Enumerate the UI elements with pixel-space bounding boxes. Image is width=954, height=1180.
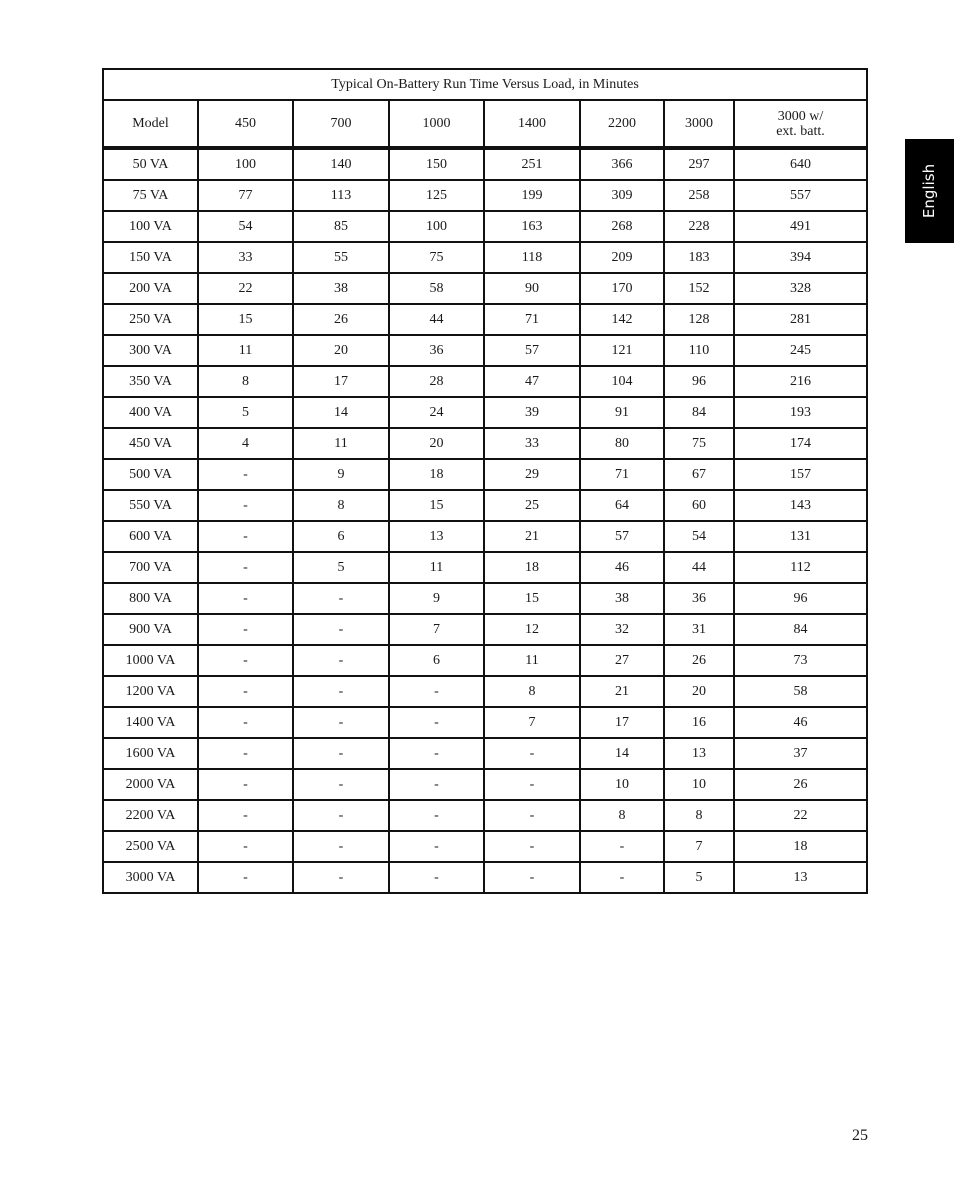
runtime-cell: 5 — [293, 552, 389, 583]
runtime-cell: 8 — [198, 366, 293, 397]
runtime-cell: - — [389, 738, 484, 769]
runtime-cell: - — [580, 862, 664, 893]
runtime-cell: 14 — [580, 738, 664, 769]
runtime-cell: 9 — [389, 583, 484, 614]
runtime-cell: 16 — [664, 707, 734, 738]
runtime-cell: 44 — [664, 552, 734, 583]
table-row — [103, 180, 867, 211]
runtime-cell: - — [293, 614, 389, 645]
runtime-cell: 21 — [484, 521, 580, 552]
runtime-cell: 90 — [484, 273, 580, 304]
table-header-row — [103, 100, 867, 148]
runtime-cell: 5 — [198, 397, 293, 428]
runtime-cell: 10 — [664, 769, 734, 800]
runtime-cell: 13 — [734, 862, 867, 893]
runtime-cell: 394 — [734, 242, 867, 273]
runtime-cell: 183 — [664, 242, 734, 273]
runtime-cell: 245 — [734, 335, 867, 366]
runtime-cell: 57 — [484, 335, 580, 366]
runtime-cell: 36 — [389, 335, 484, 366]
runtime-cell: 14 — [293, 397, 389, 428]
column-header: 1400 — [484, 100, 580, 148]
runtime-cell: 7 — [484, 707, 580, 738]
runtime-cell: 32 — [580, 614, 664, 645]
runtime-cell: 110 — [664, 335, 734, 366]
runtime-cell: 57 — [580, 521, 664, 552]
runtime-cell: 150 — [389, 148, 484, 180]
model-cell: 400 VA — [103, 397, 198, 428]
runtime-cell: 4 — [198, 428, 293, 459]
runtime-cell: 268 — [580, 211, 664, 242]
table-row — [103, 800, 867, 831]
runtime-cell: 7 — [664, 831, 734, 862]
runtime-cell: - — [484, 862, 580, 893]
runtime-cell: 251 — [484, 148, 580, 180]
runtime-cell: 209 — [580, 242, 664, 273]
runtime-cell: - — [293, 676, 389, 707]
runtime-cell: - — [484, 831, 580, 862]
runtime-cell: 328 — [734, 273, 867, 304]
model-cell: 2500 VA — [103, 831, 198, 862]
runtime-cell: 27 — [580, 645, 664, 676]
runtime-cell: 84 — [664, 397, 734, 428]
runtime-cell: - — [198, 800, 293, 831]
runtime-cell: 20 — [389, 428, 484, 459]
runtime-cell: 142 — [580, 304, 664, 335]
runtime-cell: 38 — [293, 273, 389, 304]
runtime-cell: 8 — [484, 676, 580, 707]
runtime-cell: - — [484, 738, 580, 769]
table-row — [103, 521, 867, 552]
table-title: Typical On-Battery Run Time Versus Load, in Minutes — [103, 69, 867, 100]
column-header: 700 — [293, 100, 389, 148]
runtime-cell: 75 — [389, 242, 484, 273]
runtime-cell: 91 — [580, 397, 664, 428]
runtime-cell: - — [198, 614, 293, 645]
model-cell: 2000 VA — [103, 769, 198, 800]
runtime-cell: 96 — [734, 583, 867, 614]
runtime-cell: 29 — [484, 459, 580, 490]
table-row — [103, 831, 867, 862]
runtime-cell: 44 — [389, 304, 484, 335]
model-cell: 2200 VA — [103, 800, 198, 831]
runtime-cell: 77 — [198, 180, 293, 211]
model-cell: 1000 VA — [103, 645, 198, 676]
runtime-cell: 193 — [734, 397, 867, 428]
runtime-cell: 6 — [389, 645, 484, 676]
runtime-cell: 15 — [198, 304, 293, 335]
runtime-cell: 58 — [734, 676, 867, 707]
runtime-cell: 5 — [664, 862, 734, 893]
runtime-cell: 8 — [293, 490, 389, 521]
table-row — [103, 366, 867, 397]
runtime-cell: - — [293, 645, 389, 676]
runtime-cell: - — [389, 676, 484, 707]
runtime-cell: - — [293, 707, 389, 738]
runtime-cell: - — [580, 831, 664, 862]
runtime-cell: 24 — [389, 397, 484, 428]
runtime-cell: 73 — [734, 645, 867, 676]
model-cell: 550 VA — [103, 490, 198, 521]
runtime-cell: - — [198, 707, 293, 738]
runtime-cell: 26 — [293, 304, 389, 335]
runtime-cell: 9 — [293, 459, 389, 490]
table-row — [103, 552, 867, 583]
column-header: 1000 — [389, 100, 484, 148]
runtime-cell: 366 — [580, 148, 664, 180]
runtime-cell: 39 — [484, 397, 580, 428]
runtime-cell: 491 — [734, 211, 867, 242]
runtime-cell: 640 — [734, 148, 867, 180]
runtime-cell: 60 — [664, 490, 734, 521]
runtime-cell: - — [293, 800, 389, 831]
runtime-cell: 26 — [734, 769, 867, 800]
runtime-cell: 152 — [664, 273, 734, 304]
table-row — [103, 676, 867, 707]
runtime-cell: 85 — [293, 211, 389, 242]
runtime-cell: 71 — [484, 304, 580, 335]
runtime-cell: 11 — [389, 552, 484, 583]
model-cell: 350 VA — [103, 366, 198, 397]
runtime-cell: 557 — [734, 180, 867, 211]
model-cell: 200 VA — [103, 273, 198, 304]
runtime-cell: - — [293, 583, 389, 614]
runtime-cell: 15 — [389, 490, 484, 521]
runtime-cell: 25 — [484, 490, 580, 521]
runtime-cell: - — [293, 738, 389, 769]
model-cell: 600 VA — [103, 521, 198, 552]
runtime-cell: 31 — [664, 614, 734, 645]
runtime-cell: 216 — [734, 366, 867, 397]
runtime-cell: 38 — [580, 583, 664, 614]
runtime-cell: 8 — [664, 800, 734, 831]
runtime-cell: 58 — [389, 273, 484, 304]
runtime-cell: 17 — [293, 366, 389, 397]
table-row — [103, 490, 867, 521]
runtime-cell: 28 — [389, 366, 484, 397]
model-cell: 50 VA — [103, 148, 198, 180]
runtime-cell: 6 — [293, 521, 389, 552]
runtime-cell: - — [389, 769, 484, 800]
runtime-cell: - — [484, 769, 580, 800]
runtime-cell: 47 — [484, 366, 580, 397]
runtime-cell: 121 — [580, 335, 664, 366]
model-cell: 300 VA — [103, 335, 198, 366]
runtime-cell: 26 — [664, 645, 734, 676]
runtime-cell: 112 — [734, 552, 867, 583]
runtime-cell: - — [198, 738, 293, 769]
model-cell: 450 VA — [103, 428, 198, 459]
runtime-cell: 297 — [664, 148, 734, 180]
model-cell: 3000 VA — [103, 862, 198, 893]
runtime-cell: 128 — [664, 304, 734, 335]
runtime-table — [102, 68, 868, 894]
model-cell: 1600 VA — [103, 738, 198, 769]
runtime-cell: 36 — [664, 583, 734, 614]
runtime-cell: 11 — [293, 428, 389, 459]
runtime-cell: 80 — [580, 428, 664, 459]
table-row — [103, 707, 867, 738]
runtime-cell: 170 — [580, 273, 664, 304]
runtime-cell: 143 — [734, 490, 867, 521]
runtime-cell: 54 — [664, 521, 734, 552]
runtime-cell: 18 — [734, 831, 867, 862]
language-tab-label: English — [920, 163, 939, 219]
runtime-cell: 125 — [389, 180, 484, 211]
table-row — [103, 645, 867, 676]
language-tab — [905, 139, 954, 243]
runtime-cell: 54 — [198, 211, 293, 242]
runtime-cell: 10 — [580, 769, 664, 800]
runtime-cell: 67 — [664, 459, 734, 490]
table-row — [103, 148, 867, 180]
table-row — [103, 738, 867, 769]
runtime-cell: 113 — [293, 180, 389, 211]
runtime-cell: 281 — [734, 304, 867, 335]
runtime-cell: 20 — [664, 676, 734, 707]
runtime-cell: 100 — [389, 211, 484, 242]
runtime-cell: - — [198, 769, 293, 800]
runtime-cell: 17 — [580, 707, 664, 738]
runtime-cell: - — [198, 862, 293, 893]
column-header: 2200 — [580, 100, 664, 148]
model-cell: 800 VA — [103, 583, 198, 614]
runtime-cell: 13 — [664, 738, 734, 769]
runtime-cell: 163 — [484, 211, 580, 242]
runtime-cell: 20 — [293, 335, 389, 366]
runtime-cell: 33 — [198, 242, 293, 273]
runtime-cell: 96 — [664, 366, 734, 397]
runtime-cell: 75 — [664, 428, 734, 459]
runtime-cell: 84 — [734, 614, 867, 645]
runtime-cell: 46 — [580, 552, 664, 583]
table-row — [103, 273, 867, 304]
model-cell: 75 VA — [103, 180, 198, 211]
runtime-cell: - — [198, 645, 293, 676]
runtime-cell: 22 — [734, 800, 867, 831]
runtime-cell: 228 — [664, 211, 734, 242]
column-header: Model — [103, 100, 198, 148]
column-header: 3000 — [664, 100, 734, 148]
runtime-cell: - — [293, 862, 389, 893]
runtime-cell: - — [198, 521, 293, 552]
runtime-cell: 140 — [293, 148, 389, 180]
runtime-cell: 13 — [389, 521, 484, 552]
runtime-cell: 7 — [389, 614, 484, 645]
runtime-cell: 18 — [389, 459, 484, 490]
table-row — [103, 397, 867, 428]
runtime-cell: 118 — [484, 242, 580, 273]
runtime-cell: - — [389, 800, 484, 831]
runtime-cell: - — [198, 676, 293, 707]
runtime-cell: 11 — [198, 335, 293, 366]
runtime-cell: - — [484, 800, 580, 831]
runtime-cell: 258 — [664, 180, 734, 211]
table-body — [103, 148, 867, 893]
runtime-cell: 12 — [484, 614, 580, 645]
runtime-cell: 22 — [198, 273, 293, 304]
table-row — [103, 862, 867, 893]
table-row — [103, 614, 867, 645]
column-header: 3000 w/ ext. batt. — [734, 100, 867, 148]
runtime-cell: 100 — [198, 148, 293, 180]
runtime-cell: 199 — [484, 180, 580, 211]
runtime-cell: 18 — [484, 552, 580, 583]
runtime-cell: - — [198, 583, 293, 614]
runtime-cell: 131 — [734, 521, 867, 552]
runtime-cell: - — [389, 707, 484, 738]
runtime-cell: 71 — [580, 459, 664, 490]
runtime-cell: 11 — [484, 645, 580, 676]
column-header: 450 — [198, 100, 293, 148]
table-row — [103, 335, 867, 366]
runtime-cell: - — [198, 490, 293, 521]
model-cell: 100 VA — [103, 211, 198, 242]
table-row — [103, 459, 867, 490]
model-cell: 1200 VA — [103, 676, 198, 707]
runtime-cell: 55 — [293, 242, 389, 273]
model-cell: 900 VA — [103, 614, 198, 645]
model-cell: 250 VA — [103, 304, 198, 335]
model-cell: 1400 VA — [103, 707, 198, 738]
model-cell: 150 VA — [103, 242, 198, 273]
runtime-cell: 46 — [734, 707, 867, 738]
runtime-cell: 15 — [484, 583, 580, 614]
runtime-cell: - — [198, 552, 293, 583]
runtime-cell: 37 — [734, 738, 867, 769]
runtime-cell: - — [389, 831, 484, 862]
runtime-cell: 64 — [580, 490, 664, 521]
runtime-cell: 8 — [580, 800, 664, 831]
model-cell: 500 VA — [103, 459, 198, 490]
runtime-cell: 21 — [580, 676, 664, 707]
table-row — [103, 428, 867, 459]
runtime-cell: 104 — [580, 366, 664, 397]
table-title-row — [103, 69, 867, 100]
page-number: 25 — [852, 1127, 868, 1144]
runtime-cell: - — [293, 769, 389, 800]
table-row — [103, 304, 867, 335]
table-row — [103, 769, 867, 800]
runtime-cell: 309 — [580, 180, 664, 211]
runtime-cell: 157 — [734, 459, 867, 490]
runtime-cell: - — [198, 459, 293, 490]
model-cell: 700 VA — [103, 552, 198, 583]
runtime-cell: 174 — [734, 428, 867, 459]
runtime-cell: 33 — [484, 428, 580, 459]
table-row — [103, 583, 867, 614]
runtime-cell: - — [198, 831, 293, 862]
runtime-cell: - — [389, 862, 484, 893]
table-row — [103, 242, 867, 273]
table-row — [103, 211, 867, 242]
runtime-cell: - — [293, 831, 389, 862]
